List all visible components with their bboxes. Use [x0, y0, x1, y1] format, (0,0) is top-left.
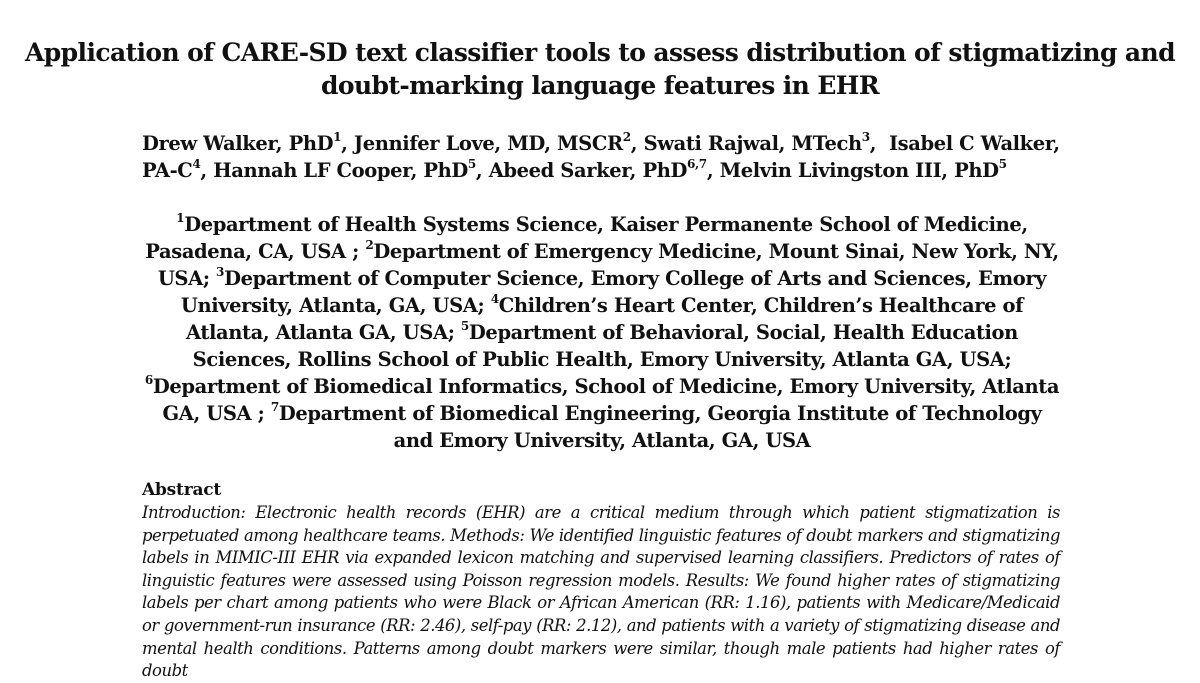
author-list: [142, 130, 1062, 184]
author-affiliation-marker: 3: [861, 130, 870, 145]
author-separator: ,: [341, 132, 354, 155]
author-separator: ,: [200, 159, 214, 182]
author-affiliation-marker: 6,7: [687, 157, 707, 172]
paper-title: Application of CARE-SD text classifier tools to assess distribution of stigmatizing and doubt-marking language features in EHR: [25, 38, 1175, 100]
affiliation-list: [142, 211, 1062, 454]
author-affiliation-marker: 5: [467, 157, 476, 172]
affiliation-number: 1: [176, 211, 185, 226]
author-name: Jennifer Love, MD, MSCR: [353, 132, 623, 155]
affiliation-text: Department of Emergency Medicine, Mount Sinai, New York, NY, USA;: [157, 240, 1059, 290]
author-separator: ,: [706, 159, 720, 182]
author-name: Hannah LF Cooper, PhD: [213, 159, 468, 182]
affiliation-text: Department of Biomedical Engineering, Georgia Institute of Technology and Emory University, Atlanta, GA, USA: [278, 402, 1042, 452]
affiliation-number: 7: [270, 400, 279, 415]
author-name: Isabel C Walker, PA-C: [142, 132, 1060, 182]
author-separator: ,: [475, 159, 489, 182]
abstract-body: Introduction: Electronic health records (EHR) are a critical medium through which patient stigmatization is perpetuated among healthcare teams. Methods: We identified linguistic features of doubt markers and stigmatizing labels in MIMIC-III EHR via expanded lexicon matching and supervised learning classifiers. Predictors of rates of linguistic features were assessed using Poisson regression models. Results: We found higher rates of stigmatizing labels per chart among patients who were Black or African American (RR: 1.16), patients with Medicare/Medicaid or government-run insurance (RR: 2.46), self-pay (RR: 2.12), and patients with a variety of stigmatizing disease and mental health conditions. Patterns among doubt markers were similar, though male patients had higher rates of doubt: [142, 503, 1060, 681]
author-affiliation-marker: 2: [622, 130, 631, 145]
affiliation-text: Department of Behavioral, Social, Health Education Sciences, Rollins School of Public Health, Emory University, Atlanta GA, USA;: [192, 321, 1018, 371]
affiliation-number: 4: [490, 292, 499, 307]
affiliation-text: Department of Health Systems Science, Kaiser Permanente School of Medicine, Pasadena, CA, USA ;: [145, 213, 1028, 263]
author-affiliation-marker: 1: [333, 130, 342, 145]
author-name: Swati Rajwal, MTech: [643, 132, 862, 155]
author-separator: ,: [869, 132, 889, 155]
affiliation-text: Children’s Heart Center, Children’s Healthcare of Atlanta, Atlanta GA, USA;: [186, 294, 1024, 344]
affiliation-number: 6: [144, 373, 153, 388]
abstract-heading: Abstract: [142, 480, 222, 500]
affiliation-number: 3: [216, 265, 225, 280]
author-name: Abeed Sarker, PhD: [488, 159, 687, 182]
author-separator: ,: [630, 132, 644, 155]
affiliation-text: Department of Computer Science, Emory College of Arts and Sciences, Emory University, Atlanta, GA, USA;: [180, 267, 1047, 317]
affiliation-text: Department of Biomedical Informatics, School of Medicine, Emory University, Atlanta GA, USA ;: [152, 375, 1060, 425]
affiliation-number: 5: [460, 319, 469, 334]
author-name: Drew Walker, PhD: [142, 132, 334, 155]
author-affiliation-marker: 5: [998, 157, 1007, 172]
affiliation-number: 2: [365, 238, 374, 253]
author-name: Melvin Livingston III, PhD: [719, 159, 999, 182]
author-affiliation-marker: 4: [192, 157, 201, 172]
